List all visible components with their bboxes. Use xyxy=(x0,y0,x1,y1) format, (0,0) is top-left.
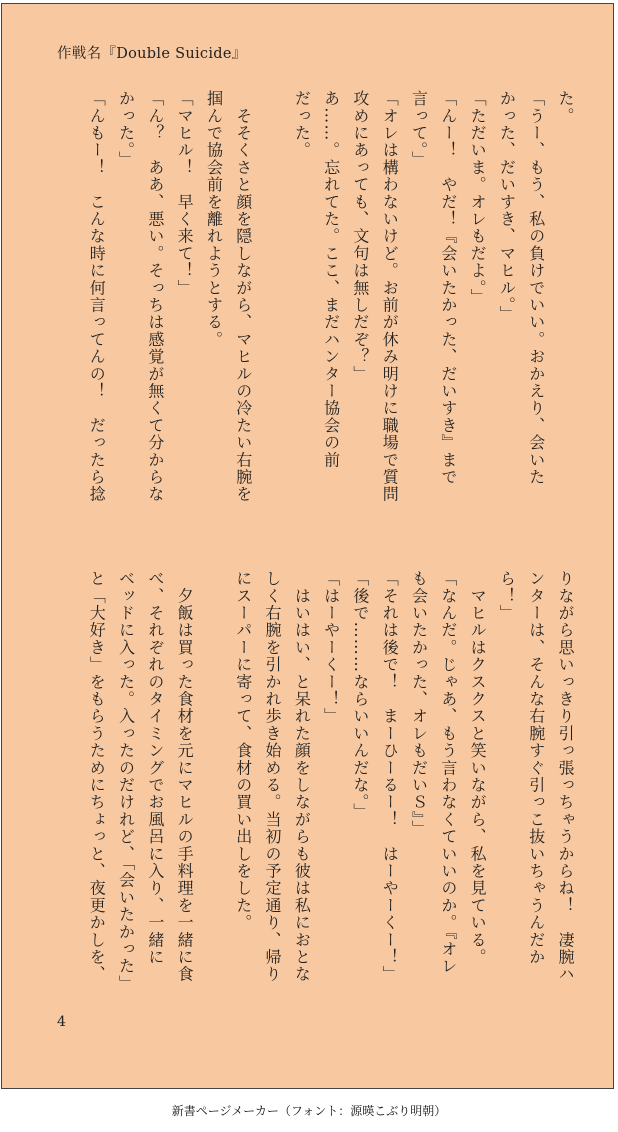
upper-text-block xyxy=(82,90,580,530)
text-line: と「大好き」をもらうためにちょっと、夜更かしを、 xyxy=(87,570,107,983)
text-line: そそくさと顔を隠しながら、マヒルの冷たい右腕を xyxy=(233,90,253,503)
text-line: 「んもー！ こんな時に何言ってんの！ だったら捻 xyxy=(87,90,107,503)
text-line: かった。」 xyxy=(116,90,136,168)
text-line: かった、だいすき、マヒル。」 xyxy=(497,90,517,323)
page-number: 4 xyxy=(57,1014,66,1030)
text-line: にスーパーに寄って、食材の買い出しをした。 xyxy=(233,570,253,932)
text-line: 「うー、もう、私の負けでいい。おかえり、会いた xyxy=(526,90,546,486)
footer-credit: 新書ページメーカー（フォント：源暎こぶり明朝） xyxy=(171,1104,447,1118)
text-line: 「ただいま。オレもだよ。」 xyxy=(468,90,488,306)
lower-text-block xyxy=(82,570,580,1010)
text-line: も会いたかった、オレもだいＳ』」 xyxy=(409,570,429,838)
text-line: べ、それぞれのタイミングでお風呂に入り、一緒に xyxy=(145,570,165,966)
text-line: ら！」 xyxy=(497,570,517,622)
text-line: しく右腕を引かれ歩き始める。当初の予定通り、帰り xyxy=(263,570,283,983)
text-line: りながら思いっきり引っ張っちゃうからね！ 凄腕ハ xyxy=(556,570,575,983)
text-line: あ……。忘れてた。ここ、まだハンター協会の前 xyxy=(321,90,341,469)
text-line: 「なんだ。じゃあ、もう言わなくていいのか。『オレ xyxy=(438,570,458,975)
text-line xyxy=(258,90,287,530)
text-line: だった。 xyxy=(292,90,312,159)
text-line: はいはい、と呆れた顔をしながらも彼は私におとな xyxy=(292,570,312,983)
text-line: ンターは、そんな右腕すぐ引っこ抜いちゃうんだか xyxy=(526,570,546,966)
page-title: 作戦名『Double Suicide』 xyxy=(57,46,247,62)
text-line: た。 xyxy=(556,90,575,125)
text-line: 「はーやーくー！」 xyxy=(321,570,341,725)
novel-page xyxy=(1,3,614,1089)
text-line: マヒルはクスクスと笑いながら、私を見ている。 xyxy=(468,570,488,966)
text-line xyxy=(199,570,228,1010)
text-line: 言って。」 xyxy=(409,90,429,168)
text-line: 「後で………ならいいんだな。」 xyxy=(350,570,370,820)
text-line: 「ん？ ああ、悪い。そっちは感覚が無くて分からな xyxy=(145,90,165,503)
text-line: 攻めにあっても、文句は無しだぞ？」 xyxy=(350,90,370,383)
text-line: 「それは後で！ まーひーるー！ はーやーくー！」 xyxy=(380,570,400,983)
text-line: 「んー！ やだ！『会いたかった、だいすき』まで xyxy=(438,90,458,486)
text-line: 掴んで協会前を離れようとする。 xyxy=(204,90,224,348)
text-line: 「マヒル！ 早く来て！」 xyxy=(175,90,195,297)
text-line: 「オレは構わないけど。お前が休み明けに職場で質問 xyxy=(380,90,400,503)
text-line: 夕飯は買った食材を元にマヒルの手料理を一緒に食 xyxy=(175,570,195,983)
text-line: ベッドに入った。入ったのだけれど、「会いたかった」 xyxy=(116,570,136,992)
